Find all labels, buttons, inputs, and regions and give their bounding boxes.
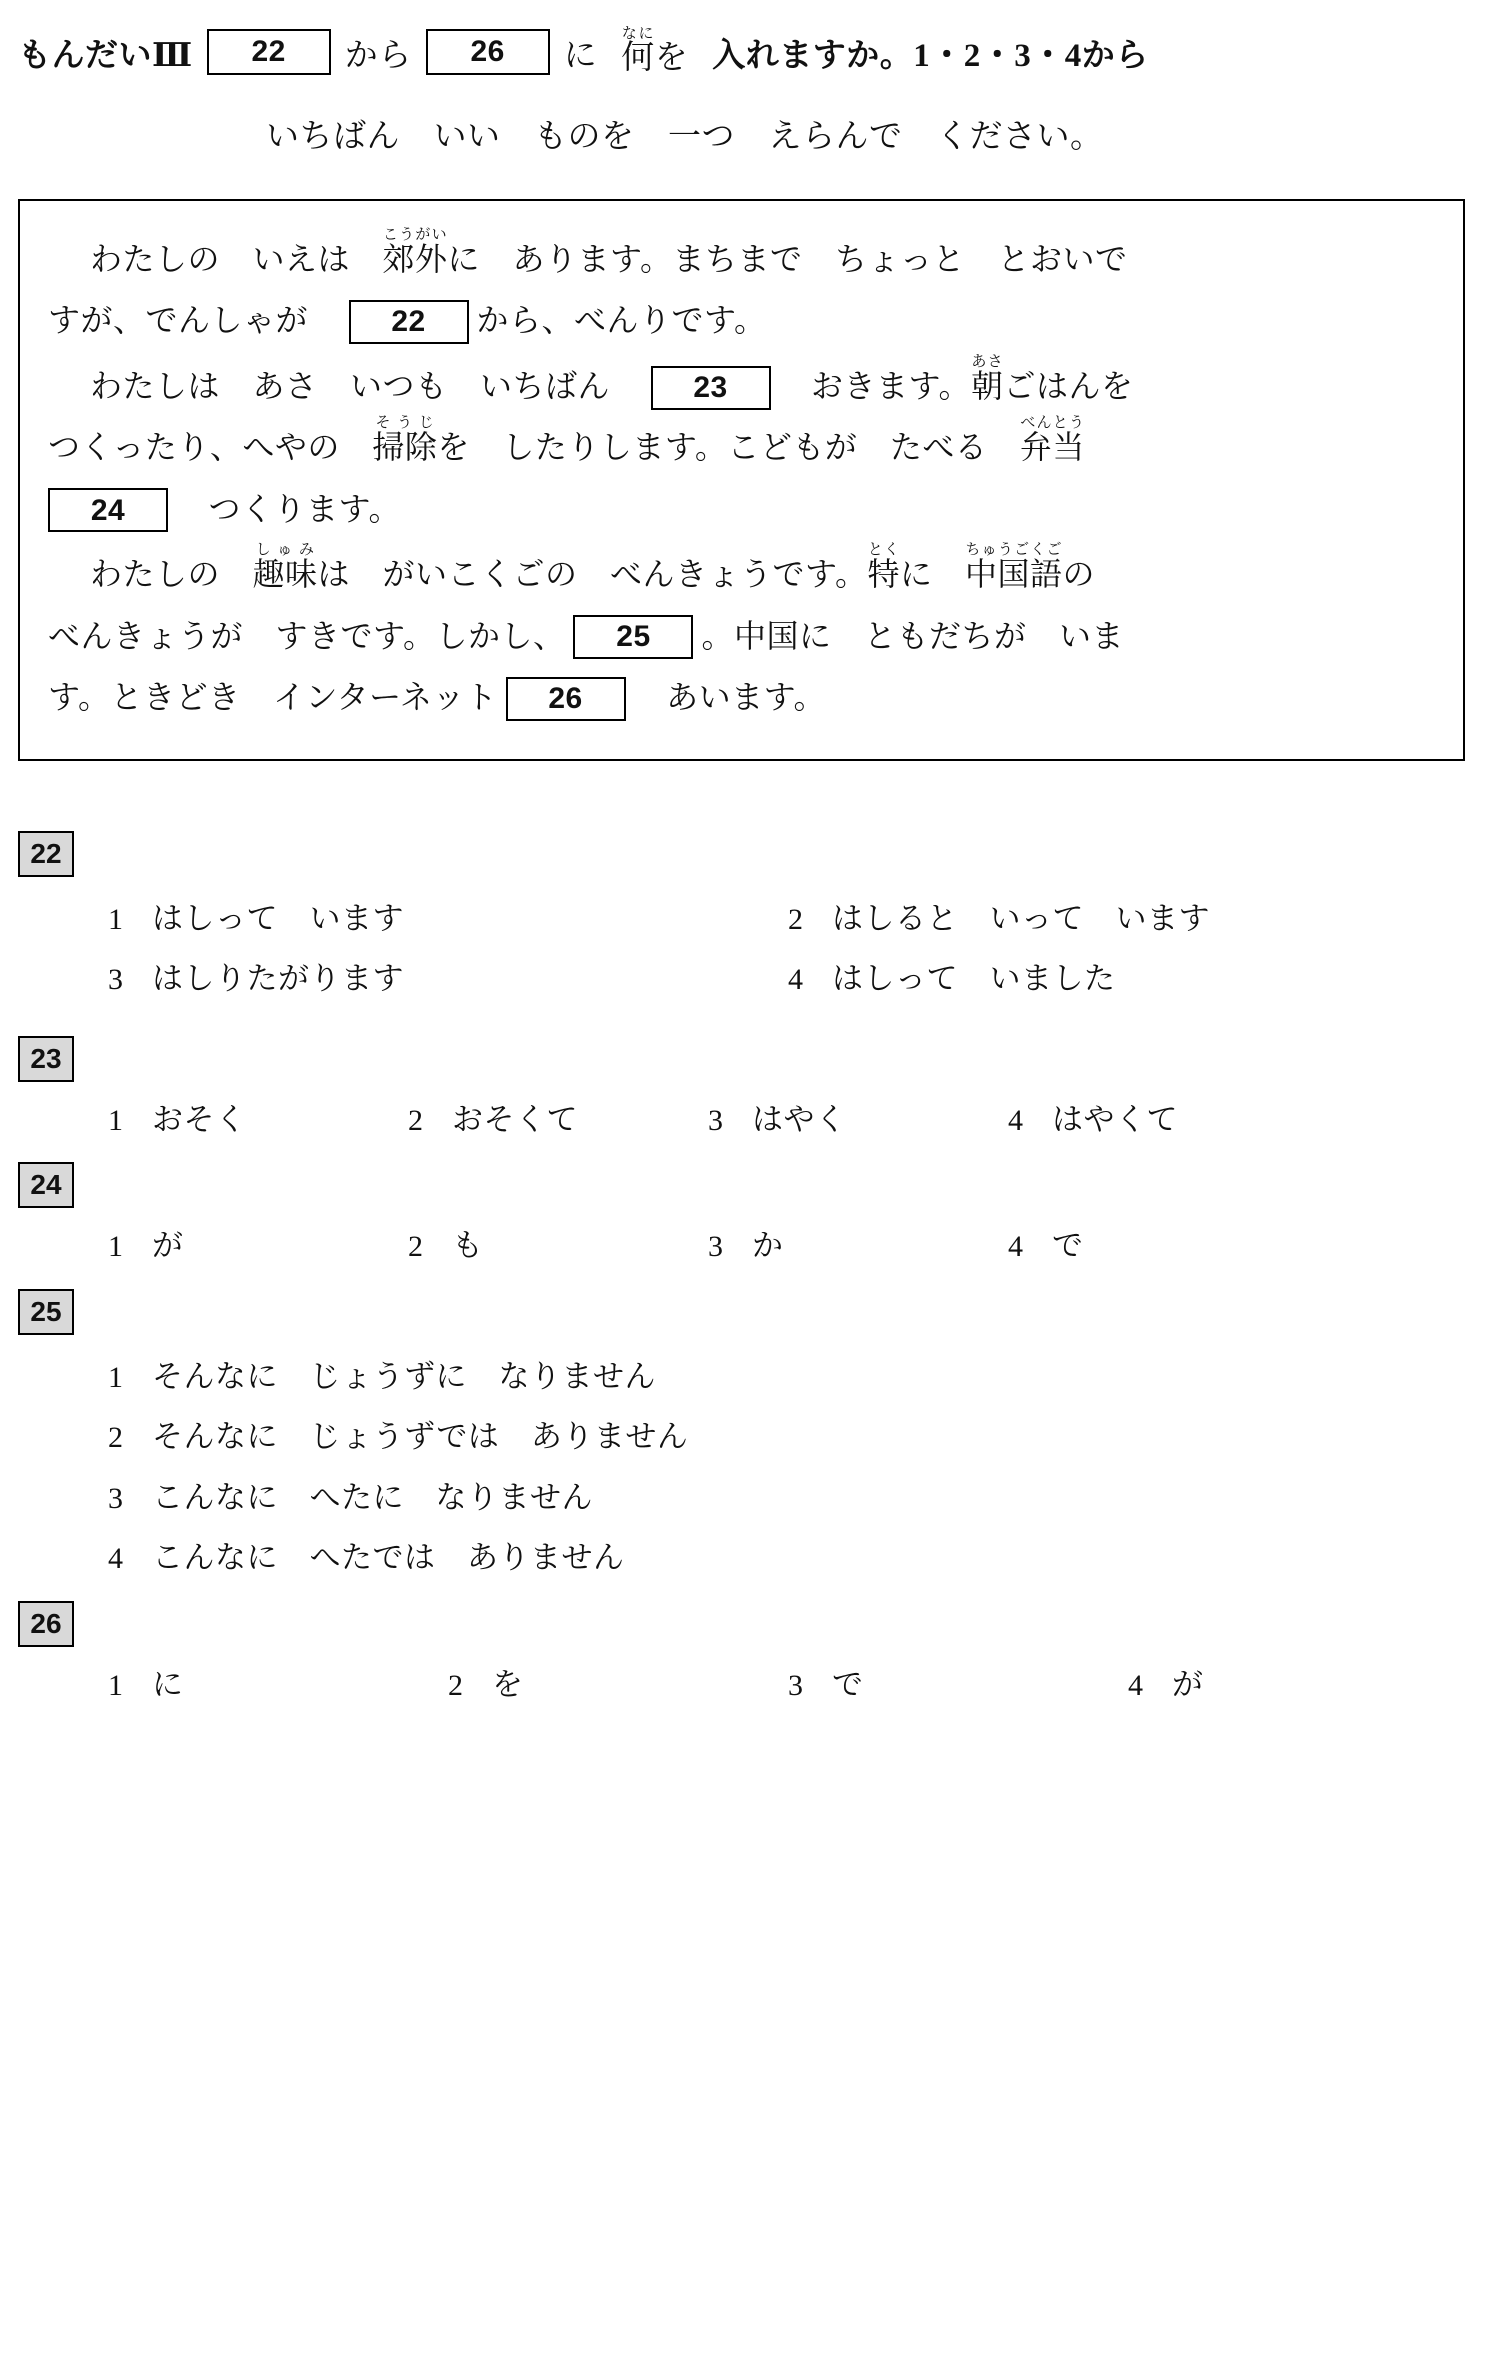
choice-row [108,1347,1465,1408]
choice-text: こんなに へたに なりません [152,1479,593,1515]
p1-text-b: に あります。まちまで ちょっと とおいで [447,241,1128,277]
p3-text-e: べんきょうが すきです。しかし、 [48,617,566,654]
choice-25-3[interactable] [108,1468,593,1529]
question-group-26 [18,1601,1465,1716]
kanji-toku: 特とく [867,542,900,593]
question-group-25 [18,1289,1465,1589]
choices-25 [108,1347,1465,1589]
choice-number: 2 [408,1230,423,1263]
choice-number: 4 [788,963,803,996]
choice-row [108,1655,1465,1716]
choices-24 [108,1216,1465,1277]
blank-26: 26 [506,677,626,721]
passage-paragraph-2 [48,354,1435,540]
choice-23-4[interactable] [1008,1090,1178,1151]
kanji-bentou: 弁当べんとう [1019,415,1085,466]
choice-22-4[interactable] [788,949,1116,1010]
questions-list [0,831,1495,1716]
p1-text-d: から、べんりです。 [476,302,767,339]
choice-row [108,889,1465,950]
choice-25-4[interactable] [108,1528,625,1589]
choice-text: はやくて [1052,1101,1178,1137]
p2-text-c: ごはんを [1003,367,1134,404]
choice-row [108,1090,1465,1151]
p2-text-a: わたしは あさ いつも いちばん [90,367,643,404]
choice-text: はやく [752,1101,847,1137]
question-number-23: 23 [18,1036,74,1082]
p3-text-f: 。中国に ともだちが いま [701,617,1124,654]
choice-26-2[interactable] [448,1655,788,1716]
choice-number: 3 [708,1230,723,1263]
choice-number: 3 [108,1481,123,1515]
p3-text-a: わたしの [90,556,253,593]
choice-23-3[interactable] [708,1090,1008,1151]
kanji-kougai: 郊外こうがい [382,227,448,277]
choice-25-2[interactable] [108,1407,688,1468]
choice-number: 3 [108,963,123,996]
choice-24-4[interactable] [1008,1216,1084,1277]
instruction-ni: に [563,37,598,74]
choice-text: に [152,1666,184,1702]
choice-number: 1 [108,1668,123,1702]
choice-number: 1 [108,1103,123,1137]
p2-text-e: を したりします。こどもが たべる [437,429,1020,466]
choice-24-2[interactable] [408,1216,708,1277]
choice-text: はしって いました [832,961,1116,996]
choice-24-1[interactable] [108,1216,408,1277]
choice-number: 4 [1008,1230,1023,1263]
choice-23-2[interactable] [408,1090,708,1151]
choice-number: 1 [108,1360,123,1394]
p1-text-c: すが、でんしゃが [48,302,341,339]
choice-text: が [1172,1666,1204,1702]
question-group-23 [18,1036,1465,1151]
choice-row [108,1468,1465,1529]
choice-text: そんなに じょうずでは ありません [152,1419,689,1454]
choice-26-1[interactable] [108,1655,448,1716]
p2-text-b: おきます。 [778,367,971,404]
choice-row [108,949,1465,1010]
blank-22: 22 [349,300,469,344]
choice-row [108,1407,1465,1468]
instruction-nani: 何なにを [621,26,689,76]
choice-number: 2 [108,1421,123,1454]
reading-passage-box [18,199,1465,761]
choice-number: 1 [108,902,123,936]
choice-number: 2 [448,1668,463,1702]
choice-26-3[interactable] [788,1655,1128,1716]
kanji-souji: 掃除そうじ [372,415,438,466]
blank-25: 25 [573,615,693,659]
choice-text: そんなに じょうずに なりません [152,1358,656,1394]
choice-text: はしりたがります [152,961,404,996]
choice-text: か [752,1228,784,1263]
choice-row [108,1216,1465,1277]
choice-24-3[interactable] [708,1216,1008,1277]
blank-ref-end: 26 [426,29,550,75]
blank-24: 24 [48,488,168,532]
choice-23-1[interactable] [108,1090,408,1151]
p3-text-b: は がいこくごの べんきょうです。 [317,556,868,593]
question-group-22 [18,831,1465,1010]
choice-number: 4 [108,1542,123,1575]
instruction-from: から [344,37,412,74]
choice-text: が [152,1228,184,1263]
instruction-line-2: いちばん いい ものを 一つ えらんで ください。 [266,119,1104,155]
p2-text-d: つくったり、へやの [48,429,373,466]
instruction-line-1 [18,26,1455,78]
question-group-24 [18,1162,1465,1277]
choice-text: はしって います [152,900,404,936]
p1-text-a: わたしの いえは [90,241,383,277]
choice-22-2[interactable] [788,889,1210,950]
choice-26-4[interactable] [1128,1655,1204,1716]
passage-paragraph-3 [48,542,1435,728]
question-number-24: 24 [18,1162,74,1208]
instruction-tail: 入れますか。1・2・3・4から [712,37,1149,74]
choice-text: で [832,1666,864,1702]
p3-text-c: に [900,556,966,593]
choice-text: で [1052,1228,1084,1263]
blank-23: 23 [651,366,771,410]
choice-number: 4 [1008,1103,1023,1137]
choice-number: 2 [408,1103,423,1137]
choice-number: 1 [108,1230,123,1263]
choice-text: こんなに へたでは ありません [152,1540,625,1575]
kanji-shumi: 趣味しゅみ [252,542,318,593]
choice-text: も [452,1228,484,1263]
instructions-block [0,0,1495,157]
choice-22-1[interactable] [108,889,788,950]
choices-26 [108,1655,1465,1716]
choice-number: 4 [1128,1668,1143,1702]
p3-text-h: あいます。 [633,679,827,716]
p3-text-g: す。ときどき インターネット [48,679,498,716]
choice-number: 3 [788,1668,803,1702]
question-number-26: 26 [18,1601,74,1647]
kanji-chuugokugo: 中国語ちゅうごくご [965,542,1063,593]
choices-23 [108,1090,1465,1151]
choice-text: おそくて [452,1101,578,1137]
p2-text-f: つくります。 [176,490,401,527]
choice-25-1[interactable] [108,1347,656,1408]
blank-ref-start: 22 [207,29,331,75]
passage-paragraph-1 [48,227,1435,352]
choice-text: を [492,1666,524,1702]
problem-label: もんだいⅢ [18,37,193,74]
choice-text: はしると いって います [832,900,1210,936]
choice-22-3[interactable] [108,949,788,1010]
p3-text-d: の [1062,556,1096,593]
choices-22 [108,889,1465,1010]
choice-row [108,1528,1465,1589]
choice-number: 3 [708,1103,723,1137]
choice-number: 2 [788,902,803,936]
kanji-asa: 朝あさ [970,353,1004,404]
question-number-25: 25 [18,1289,74,1335]
question-number-22: 22 [18,831,74,877]
choice-text: おそく [152,1101,247,1137]
